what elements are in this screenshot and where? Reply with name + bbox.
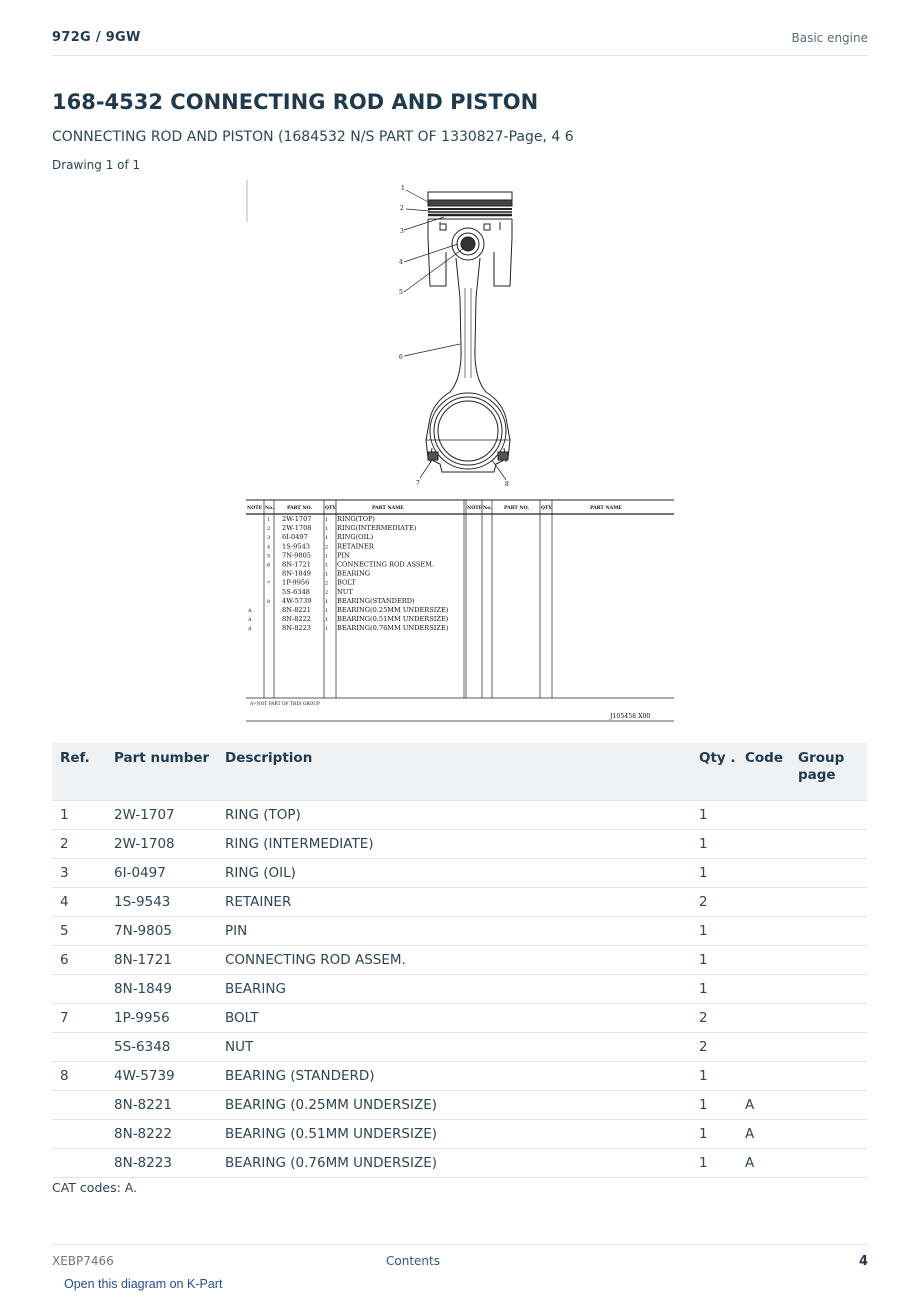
callout-4: 4 — [399, 259, 403, 266]
row-part-number: 6I-0497 — [106, 859, 217, 888]
callout-2: 2 — [400, 205, 404, 212]
row-ref: 5 — [52, 917, 106, 946]
inset-cell-name: RING(TOP) — [337, 515, 375, 523]
row-description: BEARING (0.25MM UNDERSIZE) — [217, 1091, 691, 1120]
row-code — [737, 917, 790, 946]
page-title: 168-4532 CONNECTING ROD AND PISTON — [52, 90, 539, 114]
table-row — [52, 1120, 867, 1149]
inset-cell-note: A — [248, 608, 252, 614]
table-row — [52, 975, 867, 1004]
callout-5: 5 — [399, 289, 403, 296]
inset-cell-part: 8N-1721 — [282, 560, 311, 569]
inset-cell-qty: 2 — [325, 580, 329, 587]
inset-cell-qty: 1 — [325, 517, 329, 523]
machine-model: 972G / 9GW — [52, 30, 141, 45]
header-group-page: Group page — [790, 743, 867, 801]
row-qty: 1 — [691, 830, 737, 859]
inset-footnote: A=NOT PART OF THIS GROUP — [250, 702, 320, 707]
row-code — [737, 946, 790, 975]
row-group-page — [790, 917, 867, 946]
inset-cell-part: 8N-8222 — [282, 615, 311, 624]
table-row — [52, 1004, 867, 1033]
row-code — [737, 975, 790, 1004]
callout-7: 7 — [416, 480, 420, 487]
row-qty: 1 — [691, 946, 737, 975]
parts-diagram[interactable] — [244, 178, 676, 724]
row-group-page — [790, 1004, 867, 1033]
inset-cell-part: 1S-9543 — [282, 542, 310, 551]
inset-cell-no: 2 — [267, 526, 271, 533]
row-code — [737, 888, 790, 917]
table-row — [52, 1033, 867, 1062]
row-group-page — [790, 830, 867, 859]
callout-1: 1 — [401, 185, 405, 192]
inset-cell-name: BEARING(0.76MM UNDERSIZE) — [337, 624, 449, 633]
inset-cell-qty: 1 — [325, 526, 329, 533]
svg-text:NOTE: NOTE — [247, 506, 263, 511]
inset-cell-qty: 1 — [325, 571, 329, 578]
inset-cell-qty: 1 — [325, 608, 329, 614]
svg-text:PART NO.: PART NO. — [504, 506, 529, 511]
diagram-leader-lines — [404, 190, 506, 480]
inset-cell-name: RING(INTERMEDIATE) — [337, 524, 417, 533]
inset-cell-name: BEARING(0.25MM UNDERSIZE) — [337, 606, 449, 614]
table-row — [52, 1149, 867, 1178]
inset-cell-part: 2W-1708 — [282, 524, 312, 533]
row-part-number: 8N-8221 — [106, 1091, 217, 1120]
inset-cell-no: 5 — [267, 553, 271, 560]
parts-table-header — [52, 743, 867, 801]
row-group-page — [790, 801, 867, 830]
parts-table — [52, 743, 867, 1178]
header-code: Code — [737, 743, 790, 801]
section-name: Basic engine — [791, 31, 868, 45]
inset-cell-qty: 1 — [325, 598, 329, 605]
inset-cell-qty: 2 — [325, 544, 329, 551]
inset-cell-part: 7N-9805 — [282, 551, 311, 560]
row-qty: 1 — [691, 859, 737, 888]
inset-cell-no: 3 — [267, 535, 271, 542]
row-ref: 1 — [52, 801, 106, 830]
row-description: BEARING (0.51MM UNDERSIZE) — [217, 1120, 691, 1149]
row-ref: 7 — [52, 1004, 106, 1033]
inset-cell-name: RETAINER — [337, 542, 374, 551]
row-description: RETAINER — [217, 888, 691, 917]
table-row — [52, 917, 867, 946]
drawing-label: Drawing 1 of 1 — [52, 158, 141, 172]
row-part-number: 1P-9956 — [106, 1004, 217, 1033]
inset-rows — [247, 515, 449, 632]
header-qty: Qty . — [691, 743, 737, 801]
inset-cell-part: 8N-8221 — [282, 606, 311, 614]
row-qty: 1 — [691, 801, 737, 830]
inset-cell-no: 7 — [267, 580, 271, 587]
inset-cell-part: 4W-5739 — [282, 596, 312, 605]
row-description: RING (OIL) — [217, 859, 691, 888]
row-ref — [52, 1091, 106, 1120]
row-group-page — [790, 946, 867, 975]
row-ref — [52, 1149, 106, 1178]
row-group-page — [790, 888, 867, 917]
inset-cell-part: 1P-9956 — [282, 578, 310, 587]
row-group-page — [790, 859, 867, 888]
table-row — [52, 1091, 867, 1120]
row-description: BOLT — [217, 1004, 691, 1033]
row-description: BEARING — [217, 975, 691, 1004]
svg-text:NOTE: NOTE — [467, 506, 483, 511]
inset-headers — [247, 505, 622, 511]
inset-cell-no: 1 — [267, 517, 271, 523]
row-part-number: 2W-1708 — [106, 830, 217, 859]
header-description: Description — [217, 743, 691, 801]
row-group-page — [790, 975, 867, 1004]
table-row — [52, 859, 867, 888]
row-description: CONNECTING ROD ASSEM. — [217, 946, 691, 975]
row-group-page — [790, 1062, 867, 1091]
row-qty: 1 — [691, 1149, 737, 1178]
callout-6: 6 — [399, 354, 403, 361]
inset-cell-no: 4 — [267, 544, 271, 551]
inset-cell-qty: 1 — [325, 562, 329, 569]
inset-cell-no: 8 — [267, 598, 271, 605]
row-ref: 3 — [52, 859, 106, 888]
row-qty: 1 — [691, 975, 737, 1004]
row-code: A — [737, 1091, 790, 1120]
row-part-number: 8N-8222 — [106, 1120, 217, 1149]
page-header — [52, 26, 868, 56]
svg-text:PART NO.: PART NO. — [287, 506, 312, 511]
inset-cell-part: 8N-1849 — [282, 569, 311, 578]
row-part-number: 2W-1707 — [106, 801, 217, 830]
row-ref — [52, 1120, 106, 1149]
row-code — [737, 801, 790, 830]
inset-cell-name: PIN — [337, 551, 350, 560]
document-id: XEBP7466 — [52, 1254, 114, 1268]
row-description: RING (TOP) — [217, 801, 691, 830]
inset-cell-name: NUT — [337, 587, 353, 596]
table-row — [52, 830, 867, 859]
inset-cell-note: A — [248, 617, 252, 624]
svg-text:QTY.: QTY. — [325, 506, 337, 511]
row-ref: 6 — [52, 946, 106, 975]
row-qty: 1 — [691, 917, 737, 946]
row-part-number: 8N-1849 — [106, 975, 217, 1004]
header-ref: Ref. — [52, 743, 106, 801]
contents-link[interactable]: Contents — [386, 1254, 440, 1268]
row-qty: 2 — [691, 1033, 737, 1062]
diagram-callouts — [399, 185, 509, 488]
row-description: BEARING (0.76MM UNDERSIZE) — [217, 1149, 691, 1178]
row-ref — [52, 1033, 106, 1062]
row-part-number: 8N-1721 — [106, 946, 217, 975]
row-part-number: 5S-6348 — [106, 1033, 217, 1062]
table-row — [52, 946, 867, 975]
row-ref: 4 — [52, 888, 106, 917]
svg-text:No.: No. — [483, 506, 492, 511]
header-part-number: Part number — [106, 743, 217, 801]
callout-8: 8 — [505, 481, 509, 488]
inset-cell-part: 2W-1707 — [282, 515, 312, 523]
svg-text:PART NAME: PART NAME — [372, 506, 404, 511]
row-qty: 2 — [691, 1004, 737, 1033]
row-qty: 1 — [691, 1091, 737, 1120]
row-code — [737, 830, 790, 859]
svg-text:PART NAME: PART NAME — [590, 506, 622, 511]
row-code: A — [737, 1149, 790, 1178]
table-row — [52, 801, 867, 830]
inset-cell-name: BEARING(STANDERD) — [337, 596, 415, 605]
row-qty: 1 — [691, 1120, 737, 1149]
inset-cell-name: RING(OIL) — [337, 533, 374, 542]
row-qty: 2 — [691, 888, 737, 917]
row-group-page — [790, 1120, 867, 1149]
inset-cell-qty: 1 — [325, 617, 329, 624]
page-subtitle: CONNECTING ROD AND PISTON (1684532 N/S PART OF 1330827-Page, 4 6 — [52, 129, 574, 145]
row-ref — [52, 975, 106, 1004]
inset-cell-qty: 2 — [325, 589, 329, 596]
page-footer — [52, 1244, 868, 1274]
row-group-page — [790, 1033, 867, 1062]
page-number: 4 — [858, 1254, 868, 1269]
table-row — [52, 888, 867, 917]
row-code — [737, 1033, 790, 1062]
row-ref: 8 — [52, 1062, 106, 1091]
inset-cell-qty: 1 — [325, 553, 329, 560]
cat-codes-note: CAT codes: A. — [52, 1180, 138, 1195]
row-code — [737, 1004, 790, 1033]
inset-cell-part: 5S-6348 — [282, 587, 310, 596]
inset-cell-no: 6 — [267, 562, 271, 569]
row-code — [737, 1062, 790, 1091]
inset-cell-name: BEARING — [337, 569, 371, 578]
inset-cell-name: BEARING(0.51MM UNDERSIZE) — [337, 615, 449, 624]
row-ref: 2 — [52, 830, 106, 859]
open-kpart-link[interactable]: Open this diagram on K-Part — [64, 1277, 223, 1291]
inset-cell-note: A — [248, 626, 252, 633]
row-part-number: 1S-9543 — [106, 888, 217, 917]
row-code — [737, 859, 790, 888]
row-code: A — [737, 1120, 790, 1149]
svg-text:QTY.: QTY. — [541, 506, 553, 511]
inset-cell-part: 6I-0497 — [282, 533, 308, 542]
inset-cell-qty: 1 — [325, 626, 329, 633]
row-description: RING (INTERMEDIATE) — [217, 830, 691, 859]
row-description: PIN — [217, 917, 691, 946]
row-group-page — [790, 1091, 867, 1120]
row-part-number: 8N-8223 — [106, 1149, 217, 1178]
row-part-number: 4W-5739 — [106, 1062, 217, 1091]
parts-table-body — [52, 801, 867, 1178]
row-part-number: 7N-9805 — [106, 917, 217, 946]
row-description: NUT — [217, 1033, 691, 1062]
inset-cell-name: BOLT — [337, 578, 356, 587]
piston-drawing — [426, 192, 512, 472]
callout-3: 3 — [400, 228, 404, 235]
inset-cell-qty: 1 — [325, 535, 329, 542]
row-qty: 1 — [691, 1062, 737, 1091]
table-row — [52, 1062, 867, 1091]
inset-cell-name: CONNECTING ROD ASSEM. — [337, 560, 435, 569]
row-description: BEARING (STANDERD) — [217, 1062, 691, 1091]
row-group-page — [790, 1149, 867, 1178]
drawing-code: J105458 X00 — [610, 713, 651, 720]
svg-text:No.: No. — [265, 506, 274, 511]
inset-cell-part: 8N-8223 — [282, 624, 311, 633]
